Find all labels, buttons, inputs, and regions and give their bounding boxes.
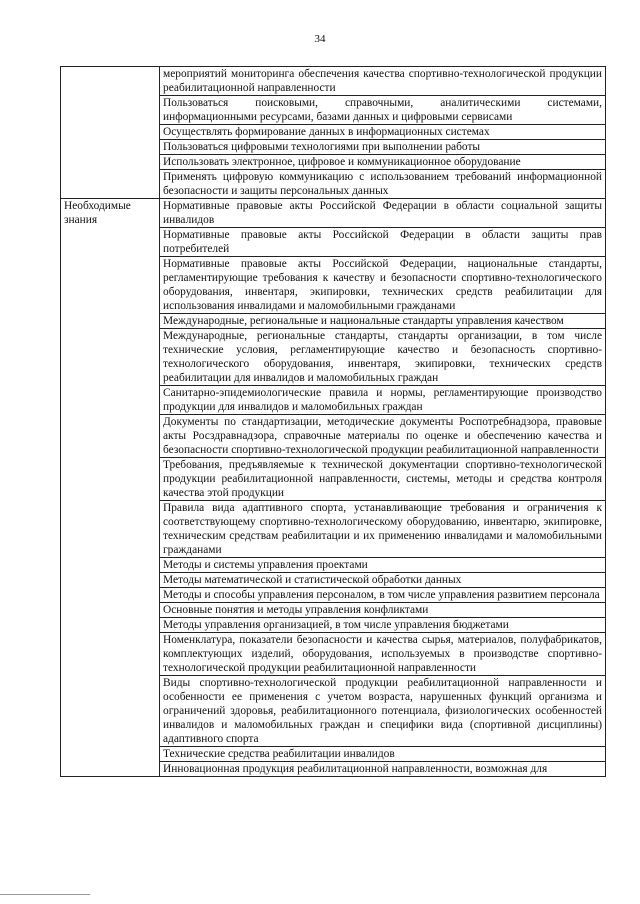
table-cell-text: мероприятий мониторинга обеспечения качества спортивно-технологической продукции реабилитационной направленности	[160, 67, 606, 96]
table-cell-text: Инновационная продукция реабилитационной направленности, возможная для	[160, 762, 606, 777]
table-cell-text: Технические средства реабилитации инвалидов	[160, 747, 606, 762]
row-group-label: Необходимые знания	[61, 199, 160, 777]
table-cell-text: Основные понятия и методы управления конфликтами	[160, 603, 606, 618]
requirements-table	[60, 66, 606, 777]
table-cell-text: Санитарно-эпидемиологические правила и нормы, регламентирующие производство продукции для инвалидов и маломобильных граждан	[160, 386, 606, 415]
table-cell-text: Международные, региональные стандарты, стандарты организации, в том числе технические условия, регламентирующие качество и безопасность спортивно-технологического оборудования, инвентаря, экипировки, технических средств реабилитации для инвалидов и маломобильных граждан	[160, 329, 606, 386]
table-cell-text: Номенклатура, показатели безопасности и качества сырья, материалов, полуфабрикатов, комплектующих изделий, оборудования, используемых в производстве спортивно-технологической продукции реабилитационной направленности	[160, 633, 606, 676]
table-cell-text: Применять цифровую коммуникацию с использованием требований информационной безопасности и защиты персональных данных	[160, 170, 606, 199]
table-cell-text: Пользоваться цифровыми технологиями при выполнении работы	[160, 140, 606, 155]
row-group-label	[61, 67, 160, 199]
table-body	[61, 67, 606, 777]
page-number: 34	[314, 33, 326, 45]
table-cell-text: Международные, региональные и национальные стандарты управления качеством	[160, 314, 606, 329]
table-cell-text: Использовать электронное, цифровое и коммуникационное оборудование	[160, 155, 606, 170]
footer-rule	[0, 894, 90, 895]
table-cell-text: Документы по стандартизации, методические документы Роспотребнадзора, правовые акты Росздравнадзора, справочные материалы по оценке и обеспечению качества и безопасности спортивно-технологической продукции реабилитационной направленности	[160, 415, 606, 458]
table-cell-text: Нормативные правовые акты Российской Федерации в области защиты прав потребителей	[160, 228, 606, 257]
table-cell-text: Пользоваться поисковыми, справочными, аналитическими системами, информационными ресурсами, базами данных и цифровыми сервисами	[160, 96, 606, 125]
table-cell-text: Нормативные правовые акты Российской Федерации в области социальной защиты инвалидов	[160, 199, 606, 228]
table-cell-text: Методы и системы управления проектами	[160, 558, 606, 573]
table-cell-text: Осуществлять формирование данных в информационных системах	[160, 125, 606, 140]
table-cell-text: Методы математической и статистической обработки данных	[160, 573, 606, 588]
table-cell-text: Требования, предъявляемые к технической документации спортивно-технологической продукции реабилитационной направленности, системы, методы и средства контроля качества этой продукции	[160, 458, 606, 501]
table-cell-text: Методы управления организацией, в том числе управления бюджетами	[160, 618, 606, 633]
table-cell-text: Нормативные правовые акты Российской Федерации, национальные стандарты, регламентирующие требования к качеству и безопасности спортивно-технологического оборудования, инвентаря, экипировки, технических средств реабилитации для использования инвалидами и маломобильными гражданами	[160, 257, 606, 314]
table-cell-text: Методы и способы управления персоналом, в том числе управления развитием персонала	[160, 588, 606, 603]
table-cell-text: Правила вида адаптивного спорта, устанавливающие требования и ограничения к соответствующему спортивно-технологическому оборудованию, инвентарю, экипировке, техническим средствам реабилитации и их применению инвалидами и маломобильными гражданами	[160, 501, 606, 558]
table-row	[61, 199, 606, 228]
table-cell-text: Виды спортивно-технологической продукции реабилитационной направленности и особенности ее применения с учетом возраста, нарушенных функций организма и ограничений здоровья, реабилитационного потенциала, физиологических особенностей инвалидов и маломобильных граждан и специфики вида (спортивной дисциплины) адаптивного спорта	[160, 676, 606, 747]
table-row	[61, 67, 606, 96]
